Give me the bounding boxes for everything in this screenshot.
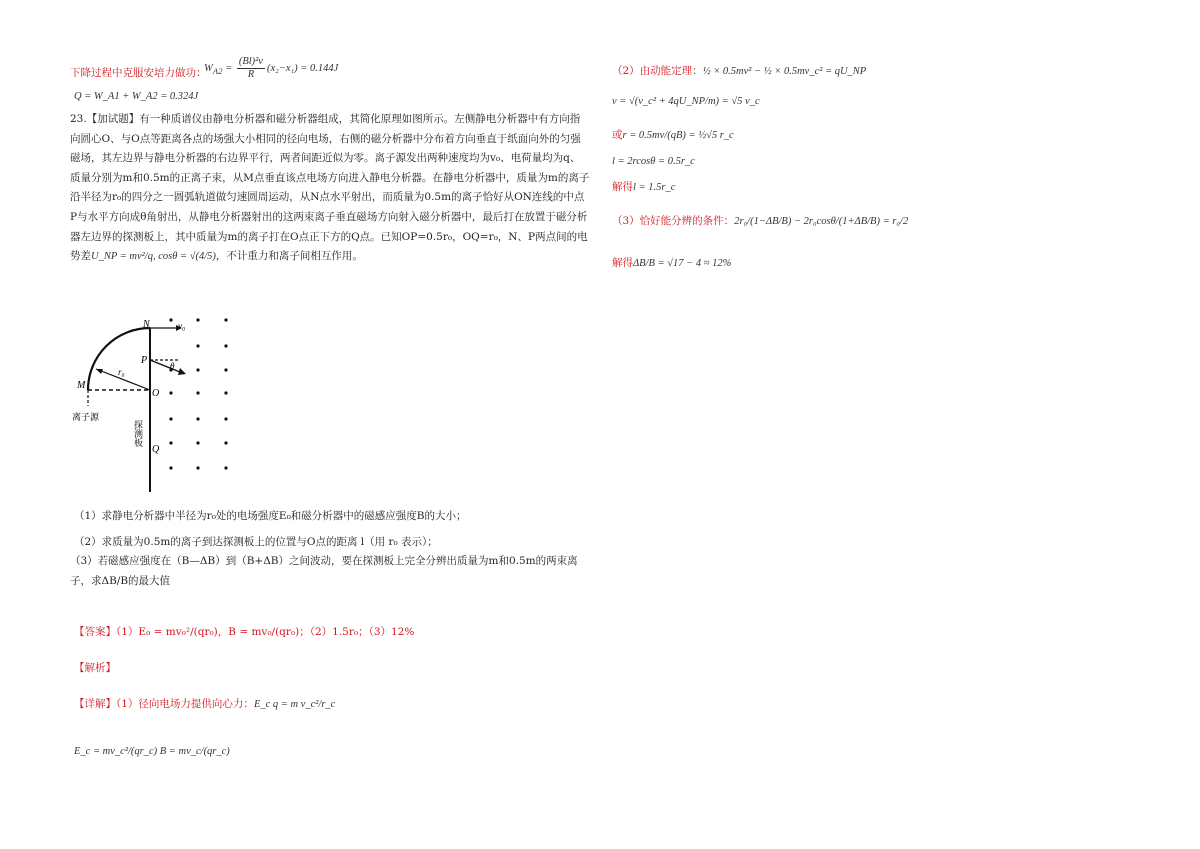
problem-23: 23.【加试题】有一种质谱仪由静电分析器和磁分析器组成，其简化原理如图所示。左侧静电分析器中有方向指向圆心O、与O点等距离各点的场强大小相同的径向电场，右侧的磁分析器中分布着方向垂直于纸面向外的匀强磁场，其左边界与静电分析器的右边界平行，两者间距近似为零。离子源发出两种速度均为v₀、电荷量均为q、质量分别为m和0.5m的正离子束，从M点垂直该点电场方向进入静电分析器。在静电分析器中，质量为m的离子沿半径为r₀的四分之一圆弧轨道做匀速圆周运动，从N点水平射出，而质量为0.5m的离子恰好从ON连线的中点P与水平方向成θ角射出，从静电分析器射出的这两束离子垂直磁场方向射入磁分析器中，最后打在放置于磁分析器左边界的探测板上，其中质量为m的离子打在O点正下方的Q点。已知OP=0.5r₀，OQ=r₀，N、P两点间的电势差U_NP = mv²/q, cosθ = √(4/5)，不计重力和离子间相互作用。 <box>70 113 590 263</box>
field-b-formula: E_c = mv_c²/(qr_c) B = mv_c/(qr_c) <box>74 746 230 757</box>
field-dots <box>169 318 227 469</box>
work-formula: $W_{A2}$ = $\frac{\text{(Bl)²v}}{R}$ (x₂−x₁) = 0.144J <box>204 56 339 80</box>
fig-label-v0: v₀ <box>178 321 186 331</box>
question-3: （3）若磁感应强度在（B—ΔB）到（B+ΔB）之间波动，要在探测板上完全分辨出质量为m和0.5m的两束离子，求ΔB/B的最大值 <box>70 555 578 587</box>
right-step-7: 解得ΔB/B = √17 − 4 ≈ 12% <box>612 257 732 269</box>
fig-label-source: 离子源 <box>72 412 100 422</box>
fig-label-N: N <box>143 319 150 330</box>
answer-text: （1）E₀ = mv₀²/(qr₀)，B = mv₀/(qr₀)；（2）1.5r₀；（3）12% <box>116 626 415 638</box>
fig-label-P: P <box>141 355 148 366</box>
energy-formula: ½ × 0.5mv² − ½ × 0.5mv_c² = qU_NP <box>702 66 867 77</box>
final-formula: ΔB/B = √17 − 4 ≈ 12% <box>633 258 732 269</box>
velocity-formula: v = √(v_c² + 4qU_NP/m) = √5 v_c <box>612 96 760 107</box>
question-2: （2）求质量为0.5m的离子到达探测板上的位置与O点的距离 l（用 r₀ 表示）； <box>74 536 438 548</box>
fig-label-plate: 探测板 <box>133 420 143 447</box>
detail-formula: E_c q = m v_c²/r_c <box>253 699 336 710</box>
analysis-tag: 【解析】 <box>74 662 116 674</box>
fig-label-O: O <box>152 388 160 399</box>
fig-label-theta: θ <box>170 361 175 371</box>
p-exit-arrow <box>150 360 180 372</box>
heat-formula: Q = W_A1 + W_A2 = 0.324J <box>74 91 199 102</box>
right-step-1: （2）由动能定理：½ × 0.5mv² − ½ × 0.5mv_c² = qU_NP <box>612 65 867 77</box>
resolve-formula: 2r₀/(1−ΔB/B) − 2r₀cosθ/(1+ΔB/B) = r₀/2 <box>734 216 909 227</box>
question-1: （1）求静电分析器中半径为r₀处的电场强度E₀和磁分析器中的磁感应强度B的大小； <box>74 510 467 522</box>
result-formula: l = 1.5r_c <box>633 182 676 193</box>
fig-label-M: M <box>77 380 86 391</box>
radius-formula: r = 0.5mv/(qB) = ½√5 r_c <box>622 130 734 141</box>
fig-label-Q: Q <box>152 444 160 455</box>
distance-formula: l = 2rcosθ = 0.5r_c <box>612 156 695 167</box>
work-label: 下降过程中克服安培力做功： <box>70 67 207 79</box>
detail-line: 【详解】（1）径向电场力提供向心力：E_c q = m v_c²/r_c <box>74 698 336 710</box>
right-step-5: 解得l = 1.5r_c <box>612 181 676 193</box>
mass-spectrometer-figure <box>68 312 248 494</box>
answer-line: 【答案】（1）E₀ = mv₀²/(qr₀)，B = mv₀/(qr₀)；（2）1.5r₀；（3）12% <box>74 626 415 638</box>
fig-label-r0: r₀ <box>118 367 125 377</box>
right-step-6: （3）恰好能分辨的条件：2r₀/(1−ΔB/B) − 2r₀cosθ/(1+ΔB/B) = r₀/2 <box>612 215 909 227</box>
problem-tail-formula: U_NP = mv²/q, cosθ = √(4/5) <box>91 251 216 263</box>
right-step-3: 或r = 0.5mv/(qB) = ½√5 r_c <box>612 129 734 141</box>
